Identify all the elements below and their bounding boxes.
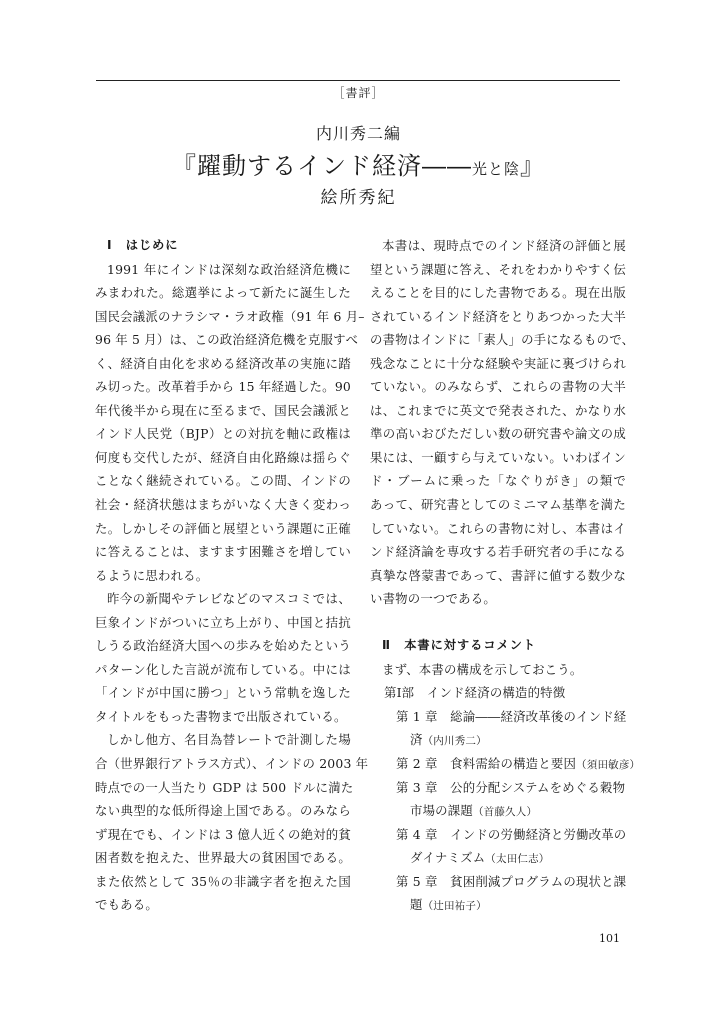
toc-intro: まず、本書の構成を示しておこう。 xyxy=(382,661,583,677)
section-tag: ［書評］ xyxy=(332,86,385,100)
body-line: 準の高いおびただしい数の研究書や論文の成 xyxy=(370,426,626,442)
section-heading-1: Ⅰ はじめに xyxy=(107,238,179,252)
toc-author: （辻田祐子） xyxy=(422,900,487,913)
toc-chapter-cont xyxy=(370,799,626,823)
body-line: 国民会議派のナラシマ・ラオ政権（91 年 6 月– xyxy=(95,308,365,324)
body-line: 残念なことに十分な経験や実証に裏づけられ xyxy=(370,355,626,371)
body-line: ンド経済論を専攻する若手研究者の手になる xyxy=(370,544,626,560)
body-line: ド・ブームに乗った「なぐりがき」の類で xyxy=(370,473,626,489)
reviewer-name: 絵所秀紀 xyxy=(320,188,397,208)
body-line: でもある。 xyxy=(95,897,158,913)
body-line: るように思われる。 xyxy=(95,567,209,583)
toc-chapter-cont xyxy=(370,846,626,870)
body-line: 「インドが中国に勝つ」という常軌を逸した xyxy=(95,685,351,701)
body-line: されているインド経済をとりあつかった大半 xyxy=(370,308,626,324)
toc-chapter: 第 1 章 総論――経済改革後のインド経 xyxy=(396,708,627,724)
body-line: 96 年 5 月）は、この政治経済危機を克服すべ xyxy=(95,332,359,348)
toc-chapter: 第 3 章 公的分配システムをめぐる穀物 xyxy=(396,779,626,795)
body-line: ことなく継続されている。この間、インドの xyxy=(95,473,351,489)
toc-part: 第Ⅰ部 インド経済の構造的特徴 xyxy=(384,685,566,701)
title-close: 』 xyxy=(520,152,545,180)
table-of-contents xyxy=(370,681,641,916)
toc-chapter-text: 題 xyxy=(410,897,423,913)
left-column xyxy=(95,234,369,917)
body-line: みまわれた。総選挙によって新たに誕生した xyxy=(95,285,351,301)
toc-chapter-text: 済 xyxy=(410,732,423,748)
toc-chapter: 第 5 章 貧困削減プログラムの現状と課 xyxy=(396,873,627,889)
body-line: み切った。改革着手から 15 年経過した。90 xyxy=(95,379,351,395)
page-number: 101 xyxy=(599,932,620,945)
body-line: ない典型的な低所得途上国である。のみなら xyxy=(95,803,351,819)
section-heading-2: Ⅱ 本書に対するコメント xyxy=(382,638,537,653)
toc-chapter-text: ダイナミズム xyxy=(410,850,486,866)
body-line: しうる政治経済大国への歩みを始めたという xyxy=(95,638,351,654)
body-line: タイトルをもった書物まで出版されている。 xyxy=(95,708,347,724)
body-line: 困者数を抱えた、世界最大の貧困国である。 xyxy=(95,850,351,866)
body-line: ず現在でも、インドは 3 億人近くの絶対的貧 xyxy=(95,826,351,842)
body-line: 合（世界銀行アトラス方式）、インドの 2003 年 xyxy=(95,756,369,772)
toc-chapter: 第 4 章 インドの労働経済と労働改革の xyxy=(396,826,627,842)
book-title xyxy=(0,146,717,181)
body-line: ていない。のみならず、これらの書物の大半 xyxy=(370,379,626,395)
body-line: に答えることは、ますます困難さを増してい xyxy=(95,544,351,560)
body-line: た。しかしその評価と展望という課題に正確 xyxy=(95,520,351,536)
toc-chapter-text: 市場の課題 xyxy=(410,803,473,819)
body-line: あって、研究書としてのミニマム基準を満た xyxy=(370,497,626,513)
body-line: えることを目的にした書物である。現在出版 xyxy=(370,285,626,301)
header-rule xyxy=(96,80,620,81)
title-main: 『躍動するインド経済 xyxy=(171,152,422,180)
toc-author: （内川秀二） xyxy=(422,735,487,748)
body-line: の書物はインドに「素人」の手になるもので、 xyxy=(370,332,635,348)
title-dash: ―― xyxy=(421,152,472,180)
blank-line xyxy=(370,611,626,635)
body-line: 果には、一顧すら与えていない。いわばイン xyxy=(370,449,626,465)
body-line: は、これまでに英文で発表された、かなり水 xyxy=(370,402,626,418)
body-line: 真摯な啓蒙書であって、書評に値する数少な xyxy=(370,567,626,583)
body-line: 巨象インドがついに立ち上がり、中国と拮抗 xyxy=(95,614,351,630)
title-subtitle: 光と陰 xyxy=(471,160,520,178)
toc-chapter-cont xyxy=(370,893,626,917)
book-editor: 内川秀二編 xyxy=(315,124,401,143)
body-line: また依然として 35％の非識字者を抱えた国 xyxy=(95,873,351,889)
toc-chapter-cont xyxy=(370,728,626,752)
toc-chapter xyxy=(370,752,641,776)
body-line: い書物の一つである。 xyxy=(370,591,496,607)
body-line: 1991 年にインドは深刻な政治経済危機に xyxy=(107,261,351,277)
toc-author: （太田仁志） xyxy=(485,853,550,866)
toc-author: （須田敏彦） xyxy=(576,759,641,772)
body-line: 本書は、現時点でのインド経済の評価と展 xyxy=(382,238,626,253)
body-line: 昨今の新聞やテレビなどのマスコミでは、 xyxy=(107,591,351,607)
body-line: パターン化した言説が流布している。中には xyxy=(95,661,351,677)
toc-chapter-text: 第 2 章 食料需給の構造と要因 xyxy=(396,756,577,772)
body-line: しかし他方、名目為替レートで計測した場 xyxy=(107,732,351,748)
body-line: 年代後半から現在に至るまで、国民会議派と xyxy=(95,402,351,418)
body-line: 社会・経済状態はまちがいなく大きく変わっ xyxy=(95,497,351,513)
right-column xyxy=(370,234,641,917)
body-line: していない。これらの書物に対し、本書はイ xyxy=(370,520,626,536)
body-line: 望という課題に答え、それをわかりやすく伝 xyxy=(370,261,626,277)
body-line: 何度も交代したが、経済自由化路線は揺らぐ xyxy=(95,449,351,465)
body-line: インド人民党（BJP）との対抗を軸に政権は xyxy=(95,426,351,442)
toc-author: （首藤久人） xyxy=(472,806,538,819)
body-line: く、経済自由化を求める経済改革の実施に踏 xyxy=(95,355,351,371)
body-line: 時点での一人当たり GDP は 500 ドルに満た xyxy=(95,779,354,795)
